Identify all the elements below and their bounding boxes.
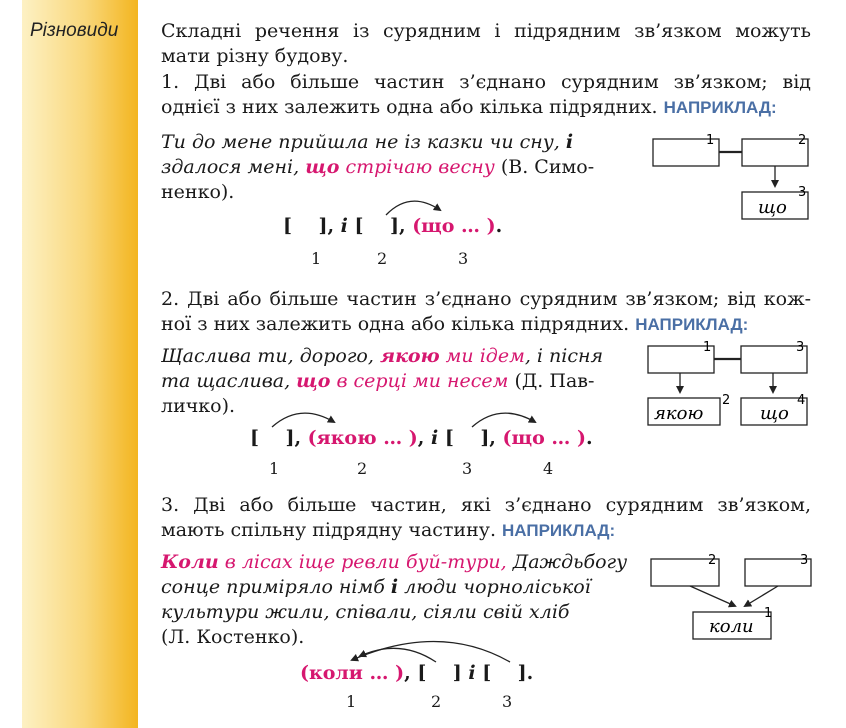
type2-diag-num-3: 3	[796, 340, 805, 355]
type2-example-line-3: личко).	[161, 395, 236, 417]
type3-arrow-1	[690, 586, 735, 606]
type1-rule-line-1: 1. Дві або більше частин з’єднано сурядним зв’язком; від	[161, 71, 811, 93]
type1-diag-num-1: 1	[706, 133, 715, 148]
type3-scheme: (коли … ), [ ] і [ ].	[300, 662, 534, 684]
type3-num-3: 3	[502, 692, 513, 711]
type3-diag-num-2: 2	[708, 553, 717, 568]
type1-rule-line-2: однієї з них залежить одна або кілька підрядних. НАПРИКЛАД:	[161, 96, 777, 118]
type2-rule-line-2: ної з них залежить одна або кілька підрядних. НАПРИКЛАД:	[161, 313, 749, 335]
type3-keyword: НАПРИКЛАД:	[502, 521, 616, 540]
type3-diag-word: коли	[709, 616, 754, 637]
type2-rule-line-1: 2. Дві або більше частин з’єднано сурядним зв’язком; від кож-	[161, 288, 811, 310]
type1-num-2: 2	[377, 249, 388, 268]
sidebar-label: Різновиди	[30, 20, 119, 41]
type3-rule-line-2: мають спільну підрядну частину. НАПРИКЛАД:	[161, 519, 616, 541]
type3-num-1: 1	[346, 692, 357, 711]
type2-scheme: [ ], (якою … ), і [ ], (що … ).	[250, 427, 593, 449]
type3-rule-line-1: 3. Дві або більше частин, які з’єднано сурядним зв’язком,	[161, 494, 811, 516]
type2-num-3: 3	[462, 459, 473, 478]
type2-diag-word-2: що	[760, 403, 789, 424]
type1-num-3: 3	[458, 249, 469, 268]
type3-diag-num-3: 3	[800, 553, 809, 568]
type2-diag-num-1: 1	[703, 340, 712, 355]
type1-example-line-3: ненко).	[161, 181, 235, 203]
type2-scheme-arc-1	[272, 413, 334, 427]
type3-example-line-2: сонце приміряло німб і люди чорноліської	[161, 576, 591, 598]
intro-line-1: Складні речення із сурядним і підрядним зв’язком можуть	[161, 20, 811, 42]
type1-diag-num-3: 3	[798, 185, 807, 200]
type3-example-line-4: (Л. Костенко).	[161, 626, 305, 648]
type3-scheme-arc-1	[360, 648, 436, 662]
type2-num-2: 2	[357, 459, 368, 478]
type1-diag-word: що	[758, 197, 787, 218]
type1-num-1: 1	[311, 249, 322, 268]
type3-arrow-2	[745, 586, 778, 606]
type3-diag-num-1: 1	[764, 606, 773, 621]
type1-example-line-1: Ти до мене прийшла не із казки чи сну, і	[161, 131, 574, 153]
type1-diag-num-2: 2	[798, 133, 807, 148]
type1-keyword: НАПРИКЛАД:	[663, 98, 777, 117]
type2-diag-word-1: якою	[654, 403, 704, 424]
type2-example-line-2: та щаслива, що в серці ми несем (Д. Пав-	[161, 370, 595, 392]
type2-example-line-1: Щаслива ти, дорого, якою ми ідем, і пісня	[161, 345, 604, 367]
type2-scheme-arc-2	[472, 413, 535, 427]
type1-scheme-arc	[386, 201, 440, 215]
type2-num-1: 1	[269, 459, 280, 478]
intro-line-2: мати різну будову.	[161, 45, 349, 67]
type3-example-line-1: Коли в лісах іще ревли буй-тури, Даждьбогу	[161, 551, 628, 573]
type2-num-4: 4	[543, 459, 554, 478]
type1-scheme: [ ], і [ ], (що … ).	[283, 215, 503, 237]
type3-num-2: 2	[431, 692, 442, 711]
type2-keyword: НАПРИКЛАД:	[635, 315, 749, 334]
type1-example-line-2: здалося мені, що стрічаю весну (В. Симо-	[161, 156, 595, 178]
type2-diag-num-4: 4	[797, 393, 806, 408]
type3-example-line-3: культури жили, співали, сіяли свій хліб	[161, 601, 570, 623]
type2-diag-num-2: 2	[722, 393, 731, 408]
